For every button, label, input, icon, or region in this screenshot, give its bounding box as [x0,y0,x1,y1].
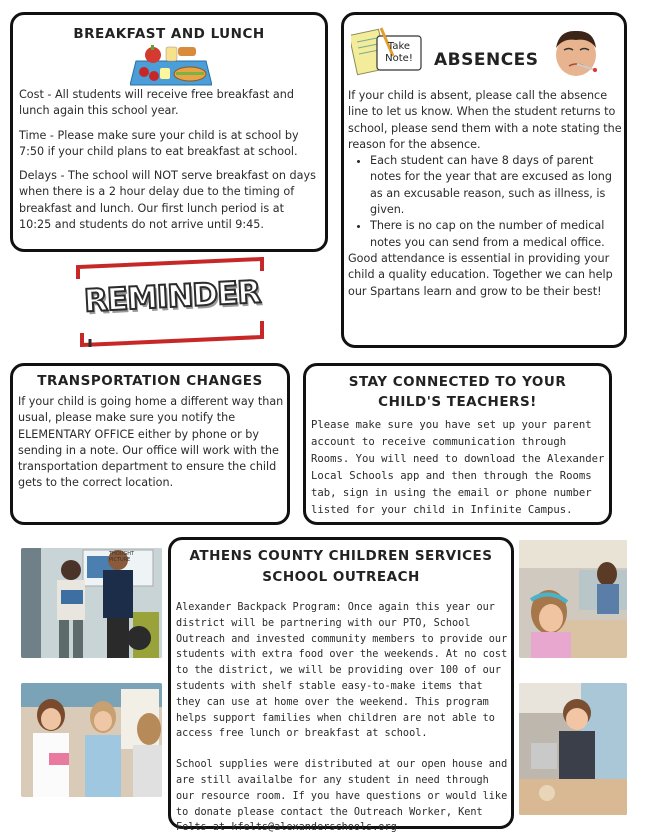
absences-intro-text: If your child is absent, please call the absence line to let us know. When the student returns to school, please send them with a note stating the reason for the absence. [348,89,622,151]
outreach-backpack-text: Alexander Backpack Program: Once again this year our district will be partnering with our PTO, School Outreach and invested community members to provide our students with extra food over the weekends. At no cost to the district, we will be providing over 100 of our students with shelf stable easy-to-make items that they can use at home over the weekend. This program helps support families when children are not able to access free lunch or breakfast at school. [176,602,508,740]
outreach-supplies-text: School supplies were distributed at our open house and are still availalbe for any student in need through our resource room. If you have questions or would like to donate please contact the Outreach Worker, Kent Felts at kfelts@alexanderschools.org [176,759,508,834]
teachers-box [303,363,612,525]
outreach-box [168,537,514,834]
reminder-text: REMINDER [83,274,261,320]
absences-closing-text: Good attendance is essential in providing your child a quality education. Together we can help our Spartans learn and grow to be their best! [348,251,613,298]
teachers-body-text: Please make sure you have set up your parent account to receive communication through Rooms. You will need to download the Alexander Local Schools app and then through the Rooms tab, sign in using the email or phone number listed for your child in Infinite Campus. [311,419,605,516]
outreach-title-line2: SCHOOL OUTREACH [262,569,420,585]
absences-box [341,12,627,348]
photo-student-classroom [519,540,627,658]
breakfast-time-text: Time - Please make sure your child is at school by 7:50 if your child plans to eat breakfast at school. [19,128,299,158]
transportation-body-text: If your child is going home a different way than usual, please make sure you notify the ELEMENTARY OFFICE either by phone or by sending in a note. Our office will work with the transportation department to ensure the child gets to the correct location. [18,395,284,490]
breakfast-delays-text: Delays - The school will NOT serve breakfast on days when there is a 2 hour delay due to the timing of breakfast and lunch. Our first lunch period is at 10:25 and students do not arrive until 9:45. [19,169,316,232]
breakfast-lunch-box [10,12,328,252]
photo-student-classroom-image [519,540,627,658]
photo-students-cards [21,683,162,797]
poster-text: THOUGHT PICTURE [109,551,135,563]
photo-students-presenting [21,548,162,658]
teachers-title: STAY CONNECTED TO YOUR CHILD'S TEACHERS! [348,374,567,410]
photo-student-working-image [519,683,627,815]
list-item: • There is no cap on the number of medical notes you can send from a medical office. [370,218,624,251]
photo-students-presenting-image [21,548,162,658]
transportation-title: TRANSPORTATION CHANGES [37,373,263,389]
breakfast-lunch-title: BREAKFAST AND LUNCH [73,26,265,42]
lunch-tray-icon [130,45,212,89]
photo-students-cards-image [21,683,162,797]
take-note-badge [351,26,423,76]
outreach-title-line1: ATHENS COUNTY CHILDREN SERVICES [189,548,493,564]
take-note-text: Take Note! [385,41,413,64]
list-item: • Each student can have 8 days of parent notes for the year that are excused as long as an excusable reason, such as illness, is given. [370,153,624,218]
sick-child-icon [549,26,603,78]
absences-bullet-list [348,153,624,251]
photo-student-working [519,683,627,815]
transportation-box [10,363,290,525]
absences-title: ABSENCES [434,50,539,70]
reminder-graphic [76,257,266,347]
breakfast-cost-text: Cost - All students will receive free breakfast and lunch again this school year. [19,88,294,118]
